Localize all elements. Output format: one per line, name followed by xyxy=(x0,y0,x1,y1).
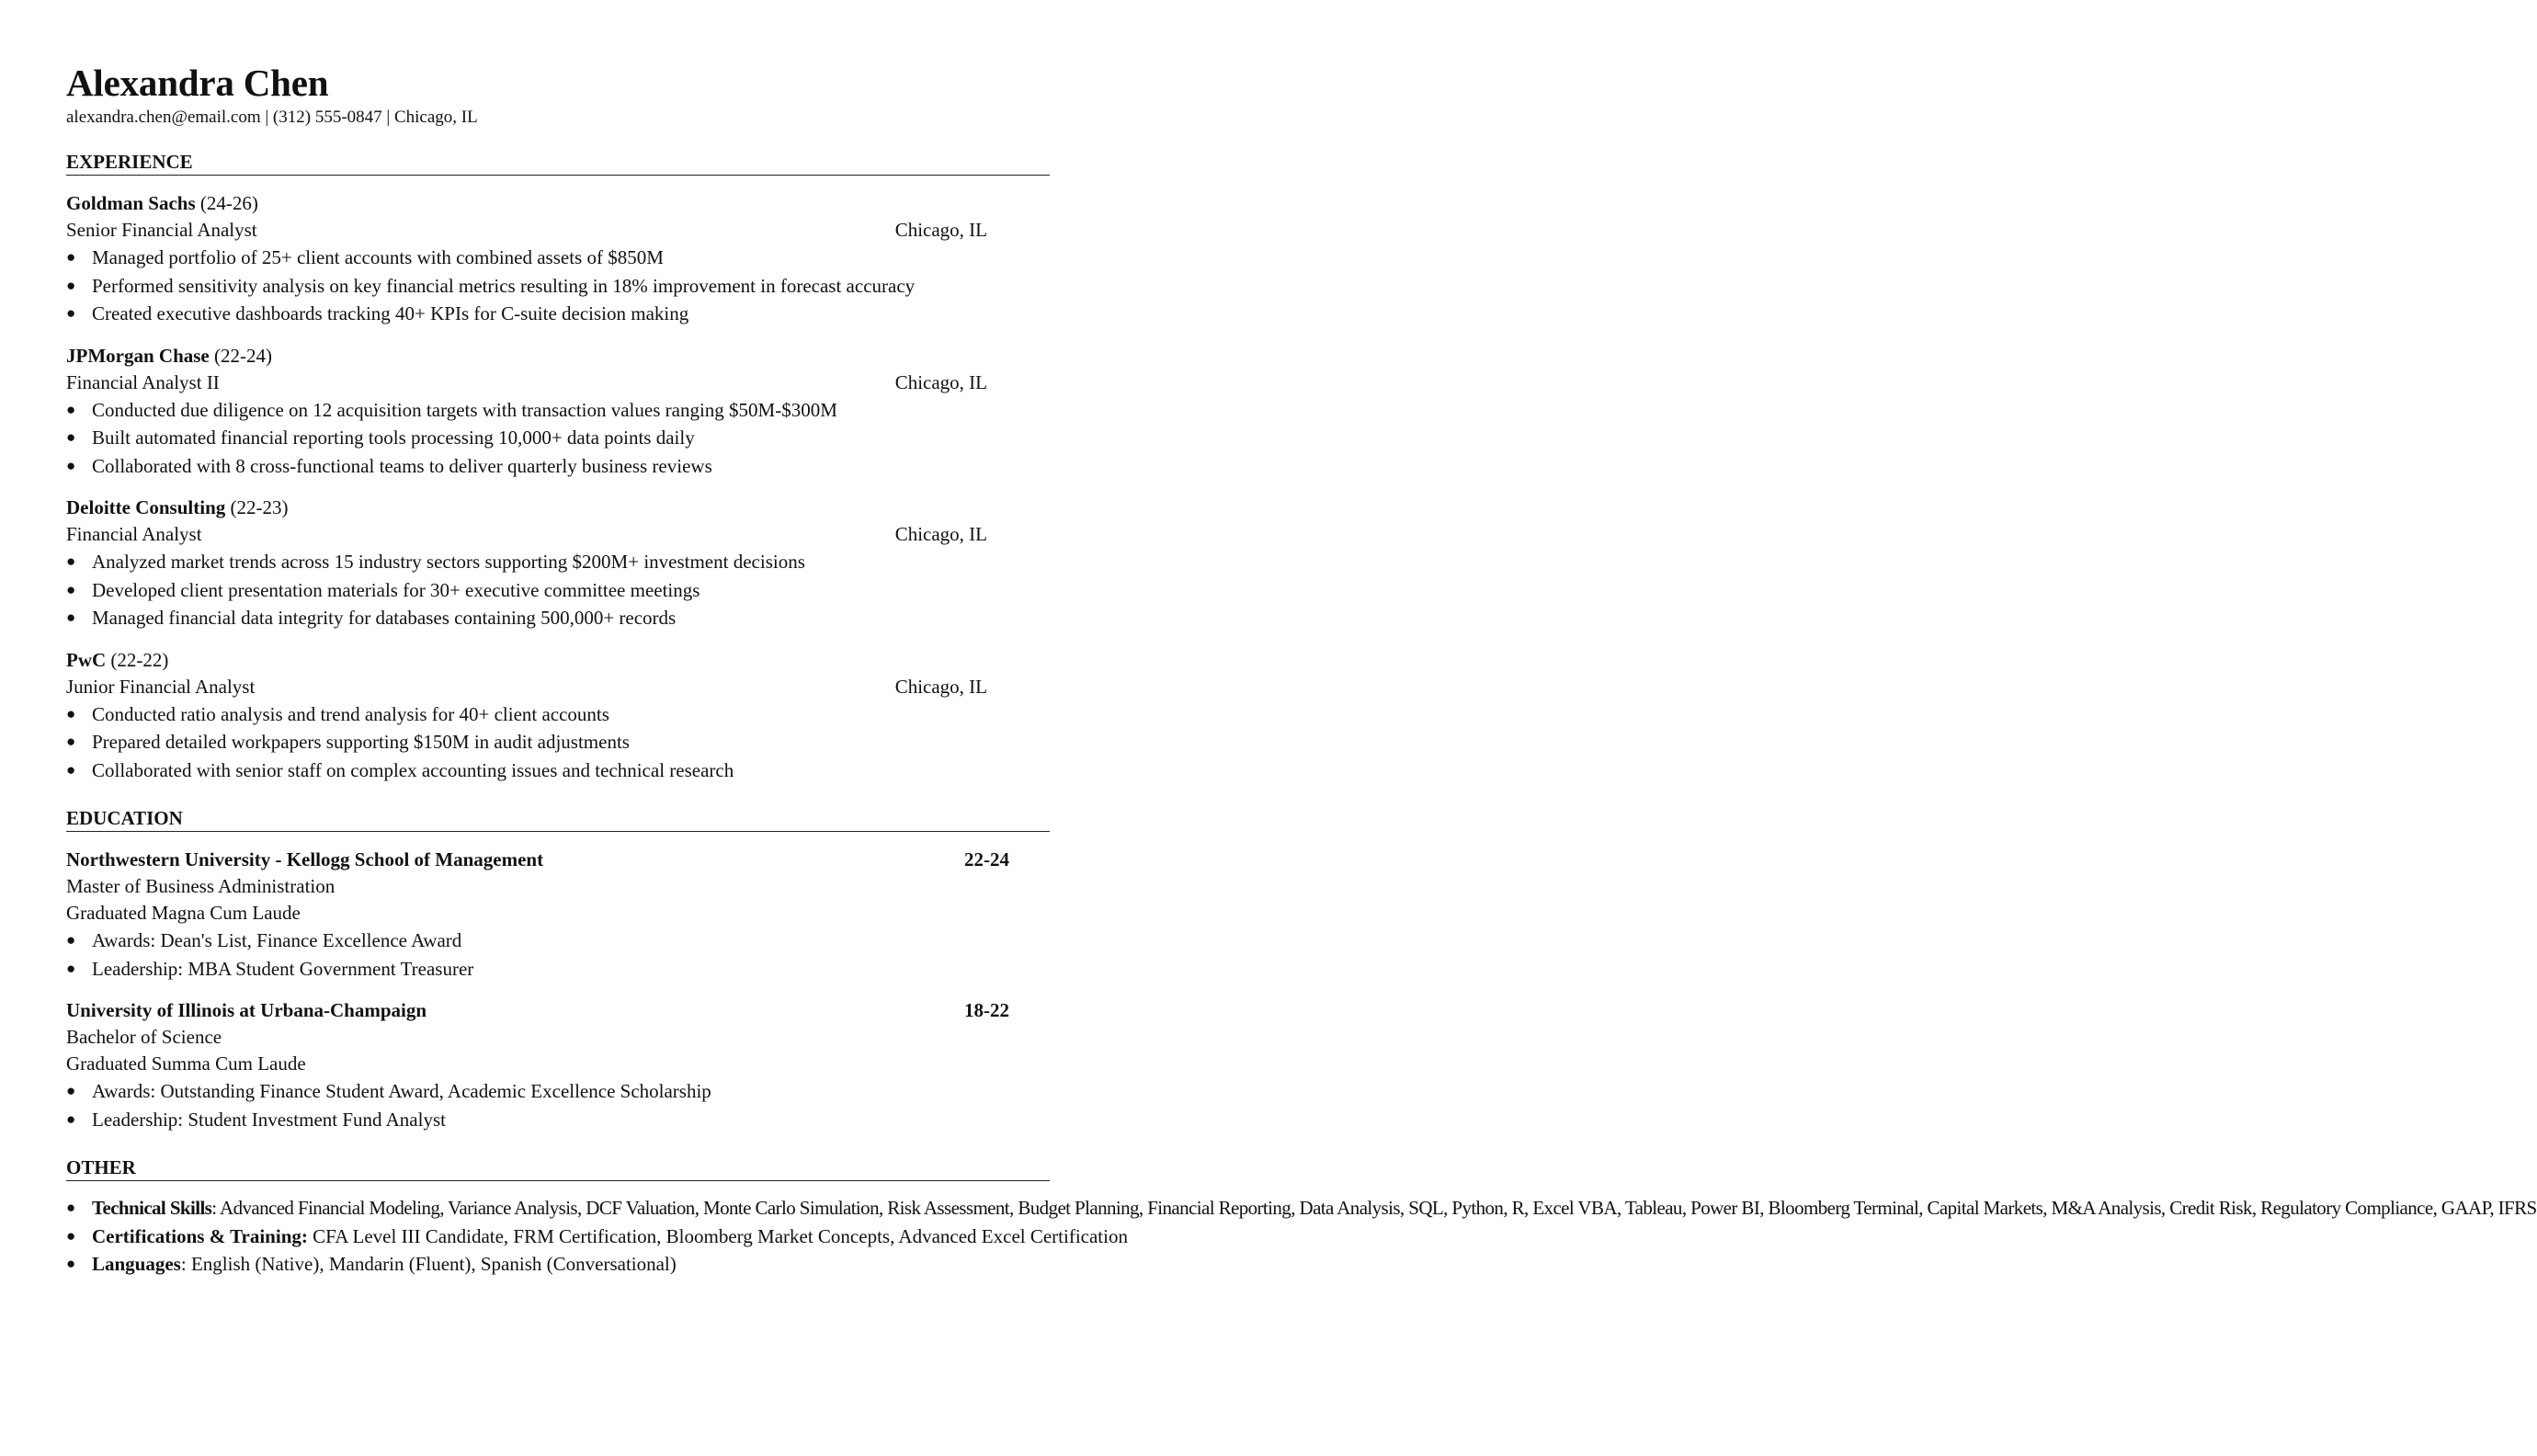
bullet-icon: ● xyxy=(66,1226,76,1245)
company-name: Deloitte Consulting xyxy=(66,496,226,518)
bullet-item: ● Created executive dashboards tracking 40+ KPIs for C-suite decision making xyxy=(66,300,1050,328)
bullet-icon: ● xyxy=(66,1199,75,1216)
bullet-item: ● Leadership: MBA Student Government Treasurer xyxy=(66,955,1050,984)
honors: Graduated Magna Cum Laude xyxy=(66,902,301,924)
education-section xyxy=(66,806,1050,1133)
languages-item: ● Languages: English (Native), Mandarin (Fluent), Spanish (Conversational) xyxy=(66,1250,1050,1279)
job-dates: (22-23) xyxy=(230,496,289,518)
bullet-icon: ● xyxy=(66,1082,76,1099)
bullet-icon: ● xyxy=(66,733,76,750)
job-title-row xyxy=(66,521,1050,548)
bullet-item: ● Collaborated with 8 cross-functional teams to deliver quarterly business reviews xyxy=(66,452,1050,481)
bullet-item: ● Conducted due diligence on 12 acquisition targets with transaction values ranging $50M-$300M xyxy=(66,396,1050,425)
degree: Master of Business Administration xyxy=(66,875,336,897)
job-title-row xyxy=(66,370,1050,396)
bullet-item: ● Leadership: Student Investment Fund Analyst xyxy=(66,1106,1050,1134)
honors: Graduated Summa Cum Laude xyxy=(66,1052,306,1075)
job-dates: (24-26) xyxy=(199,192,258,214)
bullet-icon: ● xyxy=(66,760,76,779)
contact-line: alexandra.chen@email.com | (312) 555-0847 | Chicago, IL xyxy=(66,108,478,127)
bullet-icon: ● xyxy=(66,931,76,949)
job-bullets xyxy=(66,244,1050,328)
school-bullets xyxy=(66,927,1050,983)
job-header xyxy=(66,343,1050,370)
job-bullets xyxy=(66,548,1050,632)
bullet-item: ● Awards: Outstanding Finance Student Award, Academic Excellence Scholarship xyxy=(66,1077,1050,1106)
bullet-icon: ● xyxy=(66,609,76,626)
job-title: Financial Analyst II xyxy=(66,370,220,393)
bullet-icon: ● xyxy=(66,580,76,598)
bullet-item: ● Conducted ratio analysis and trend analysis for 40+ client accounts xyxy=(66,700,1050,729)
job-entry xyxy=(66,647,1050,785)
job-entry xyxy=(66,343,1050,481)
job-location: Chicago, IL xyxy=(894,523,987,545)
school-header xyxy=(66,997,1050,1024)
bullet-icon: ● xyxy=(66,704,76,722)
resume-page xyxy=(66,61,2537,1279)
bullet-item: ● Analyzed market trends across 15 industry sectors supporting $200M+ investment decisions xyxy=(66,548,1050,576)
job-title-row xyxy=(66,674,1050,700)
bullet-icon: ● xyxy=(66,248,76,266)
job-dates: (22-22) xyxy=(110,648,169,671)
bullet-item: ● Developed client presentation materials for 30+ executive committee meetings xyxy=(66,576,1050,605)
bullet-icon: ● xyxy=(66,276,76,294)
school-dates: 18-22 xyxy=(964,999,1009,1021)
bullet-item: ● Prepared detailed workpapers supporting $150M in audit adjustments xyxy=(66,728,1050,756)
candidate-name: Alexandra Chen xyxy=(66,62,329,104)
company-name: JPMorgan Chase xyxy=(66,344,210,367)
job-entry xyxy=(66,190,1050,328)
bullet-item: ● Awards: Dean's List, Finance Excellence Award xyxy=(66,927,1050,955)
bullet-item: ● Built automated financial reporting tools processing 10,000+ data points daily xyxy=(66,424,1050,452)
company-name: Goldman Sachs xyxy=(66,192,196,214)
school-entry xyxy=(66,997,1050,1133)
job-title: Senior Financial Analyst xyxy=(66,219,257,241)
job-bullets xyxy=(66,700,1050,785)
school-name: University of Illinois at Urbana-Champaign xyxy=(66,999,427,1021)
degree: Bachelor of Science xyxy=(66,1026,222,1048)
job-title: Financial Analyst xyxy=(66,523,202,545)
school-dates: 22-24 xyxy=(964,848,1009,870)
section-heading-other: OTHER xyxy=(66,1155,1050,1181)
section-heading-education: EDUCATION xyxy=(66,806,1050,832)
bullet-item: ● Managed financial data integrity for databases containing 500,000+ records xyxy=(66,604,1050,632)
job-header xyxy=(66,495,1050,521)
job-dates: (22-24) xyxy=(214,344,272,367)
experience-section xyxy=(66,150,1050,784)
job-bullets xyxy=(66,396,1050,481)
job-entry xyxy=(66,495,1050,632)
school-entry xyxy=(66,847,1050,983)
bullet-item: ● Performed sensitivity analysis on key financial metrics resulting in 18% improvement in forecast accuracy xyxy=(66,272,1050,301)
job-location: Chicago, IL xyxy=(894,675,987,698)
job-header xyxy=(66,190,1050,217)
job-location: Chicago, IL xyxy=(894,370,987,393)
bullet-icon: ● xyxy=(66,428,76,446)
school-header xyxy=(66,847,1050,873)
job-title-row xyxy=(66,217,1050,244)
company-name: PwC xyxy=(66,648,107,671)
bullet-icon: ● xyxy=(66,959,76,977)
job-title: Junior Financial Analyst xyxy=(66,675,256,698)
other-bullets xyxy=(66,1194,2537,1279)
bullet-icon: ● xyxy=(66,304,76,322)
section-heading-experience: EXPERIENCE xyxy=(66,150,1050,176)
bullet-icon: ● xyxy=(66,552,76,570)
bullet-item: ● Managed portfolio of 25+ client accounts with combined assets of $850M xyxy=(66,244,1050,272)
bullet-icon: ● xyxy=(66,1255,76,1272)
bullet-item: ● Collaborated with senior staff on complex accounting issues and technical research xyxy=(66,756,1050,785)
school-name: Northwestern University - Kellogg School of Management xyxy=(66,848,544,870)
technical-skills-item: ● Technical Skills: Advanced Financial Modeling, Variance Analysis, DCF Valuation, Monte Carlo Simulation, Risk Assessment, Budget Planning, Financial Reporting, Data Analysis, SQL, Python, R, Excel VBA, Tableau, Power BI, Bloomberg Terminal, Capital Markets, M&A Analysis, Credit Risk, Regulatory Compliance, GAAP, IFRS xyxy=(66,1194,1050,1223)
job-location: Chicago, IL xyxy=(894,219,987,241)
other-section xyxy=(66,1155,2537,1279)
certifications-item: ● Certifications & Training: CFA Level III Candidate, FRM Certification, Bloomberg Market Concepts, Advanced Excel Certification xyxy=(66,1223,1050,1251)
job-header xyxy=(66,647,1050,674)
school-bullets xyxy=(66,1077,1050,1133)
bullet-icon: ● xyxy=(66,456,76,474)
bullet-icon: ● xyxy=(66,1109,76,1128)
bullet-icon: ● xyxy=(66,400,76,418)
